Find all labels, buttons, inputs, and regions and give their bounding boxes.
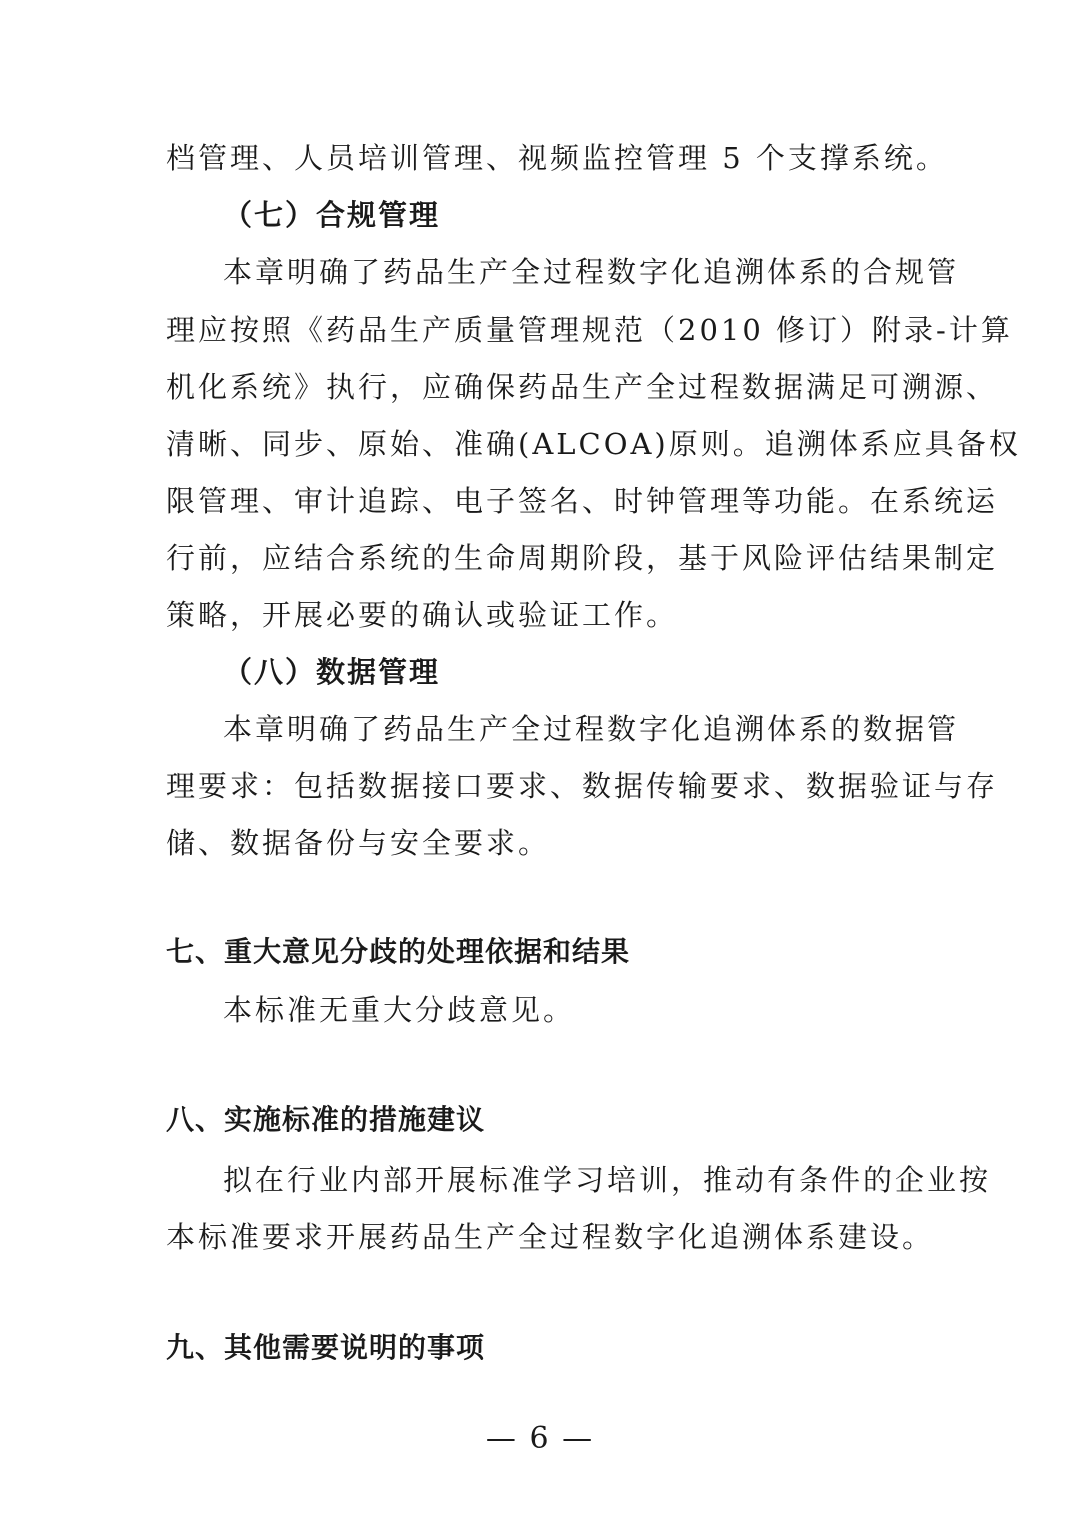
subsection-heading-8: （八）数据管理: [223, 655, 441, 689]
paragraph-line: 策略，开展必要的确认或验证工作。: [166, 598, 679, 632]
paragraph-line: 清晰、同步、原始、准确(ALCOA)原则。追溯体系应具备权: [166, 427, 1021, 461]
paragraph-line: 本章明确了药品生产全过程数字化追溯体系的数据管: [223, 712, 960, 746]
section-heading-9: 九、其他需要说明的事项: [166, 1331, 486, 1364]
section-heading-8: 八、实施标准的措施建议: [166, 1103, 486, 1136]
paragraph-line: 储、数据备份与安全要求。: [166, 826, 551, 860]
paragraph-line: 限管理、审计追踪、电子签名、时钟管理等功能。在系统运: [166, 484, 999, 518]
section-heading-7: 七、重大意见分歧的处理依据和结果: [166, 935, 631, 968]
paragraph-line: 本章明确了药品生产全过程数字化追溯体系的合规管: [223, 255, 960, 289]
paragraph-line: 档管理、人员培训管理、视频监控管理 5 个支撑系统。: [166, 141, 948, 175]
paragraph-line: 理要求：包括数据接口要求、数据传输要求、数据验证与存: [166, 769, 999, 803]
paragraph-line: 拟在行业内部开展标准学习培训，推动有条件的企业按: [223, 1163, 992, 1197]
paragraph-line: 本标准无重大分歧意见。: [223, 993, 576, 1027]
paragraph-line: 行前，应结合系统的生命周期阶段，基于风险评估结果制定: [166, 541, 999, 575]
subsection-heading-7: （七）合规管理: [223, 198, 441, 232]
paragraph-line: 本标准要求开展药品生产全过程数字化追溯体系建设。: [166, 1220, 935, 1254]
paragraph-line: 理应按照《药品生产质量管理规范（2010 修订）附录-计算: [166, 313, 1013, 347]
page-number: — 6 —: [485, 1421, 595, 1456]
paragraph-line: 机化系统》执行，应确保药品生产全过程数据满足可溯源、: [166, 370, 999, 404]
